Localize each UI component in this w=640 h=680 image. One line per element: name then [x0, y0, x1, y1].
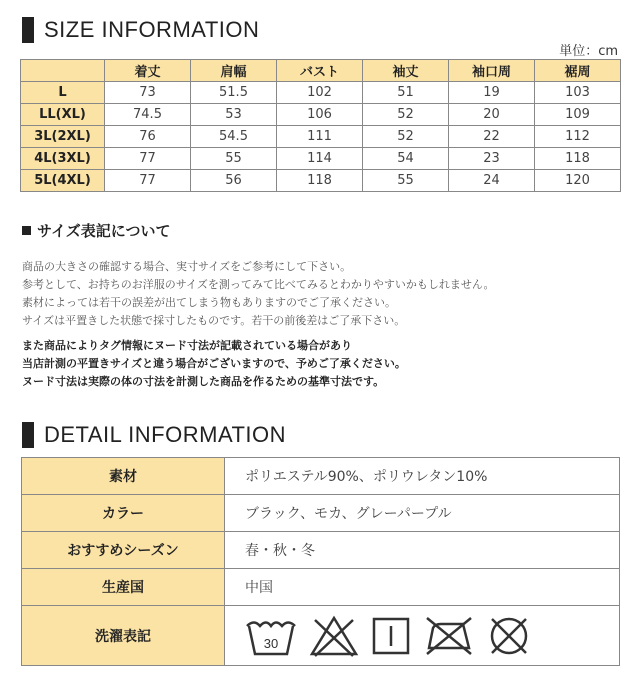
table-cell: 112 [535, 126, 621, 148]
table-cell: 103 [535, 82, 621, 104]
table-row [21, 104, 621, 126]
table-cell: 24 [449, 170, 535, 192]
column-header: 裾周 [535, 60, 621, 82]
size-section-title: SIZE INFORMATION [44, 17, 260, 42]
note-bold-line: ヌード寸法は実際の体の寸法を計測した商品を作るための基準寸法です。 [22, 375, 385, 388]
size-label: LL(XL) [21, 104, 105, 126]
detail-label: カラー [22, 495, 225, 532]
size-label: 4L(3XL) [21, 148, 105, 170]
table-cell: 118 [277, 170, 363, 192]
detail-section-header [22, 422, 286, 448]
table-cell: 54.5 [191, 126, 277, 148]
table-cell: 118 [535, 148, 621, 170]
table-cell: 77 [105, 170, 191, 192]
column-header: 袖丈 [363, 60, 449, 82]
table-cell: 55 [191, 148, 277, 170]
table-cell: 109 [535, 104, 621, 126]
square-bullet-icon [22, 226, 31, 235]
column-header [21, 60, 105, 82]
detail-row [22, 495, 620, 532]
table-row [21, 170, 621, 192]
table-cell: 53 [191, 104, 277, 126]
table-cell: 120 [535, 170, 621, 192]
wash-icons [245, 614, 618, 658]
note-line: 素材によっては若干の誤差が出てしまう物もありますのでご了承ください。 [22, 296, 396, 309]
table-cell: 51 [363, 82, 449, 104]
detail-label: 素材 [22, 458, 225, 495]
line-dry-icon [371, 616, 411, 656]
column-header: 肩幅 [191, 60, 277, 82]
wash-temp-label: 30 [263, 635, 279, 651]
table-cell: 56 [191, 170, 277, 192]
detail-section-title: DETAIL INFORMATION [44, 422, 287, 447]
detail-row [22, 532, 620, 569]
note-line: 参考として、お持ちのお洋服のサイズを測ってみて比べてみるとわかりやすいかもしれません。 [22, 278, 495, 291]
table-row [21, 148, 621, 170]
header-bar [22, 17, 34, 43]
table-cell: 77 [105, 148, 191, 170]
detail-table [21, 457, 620, 666]
detail-row [22, 606, 620, 666]
detail-label: おすすめシーズン [22, 532, 225, 569]
table-cell: 73 [105, 82, 191, 104]
table-cell: 114 [277, 148, 363, 170]
size-label: 3L(2XL) [21, 126, 105, 148]
notes-title-text: サイズ表記について [37, 222, 171, 240]
size-section-header [22, 17, 259, 43]
wash-icons-cell [225, 606, 620, 666]
table-cell: 102 [277, 82, 363, 104]
unit-label: 単位：cm [559, 44, 618, 59]
table-cell: 23 [449, 148, 535, 170]
table-cell: 52 [363, 104, 449, 126]
detail-row [22, 569, 620, 606]
note-bold-line: 当店計測の平置きサイズと違う場合がございますので、予めご了承ください。 [22, 357, 406, 370]
wash-30-icon [245, 614, 297, 658]
header-bar [22, 422, 34, 448]
table-cell: 111 [277, 126, 363, 148]
no-dry-clean-icon [487, 614, 531, 658]
size-label: L [21, 82, 105, 104]
table-cell: 52 [363, 126, 449, 148]
note-line: サイズは平置きした状態で採寸したものです。若干の前後差はご了承下さい。 [22, 314, 406, 327]
detail-value: 春・秋・冬 [225, 532, 620, 569]
size-table-header-row [21, 60, 621, 82]
table-cell: 19 [449, 82, 535, 104]
detail-value: ブラック、モカ、グレーパープル [225, 495, 620, 532]
note-line: 商品の大きさの確認する場合、実寸サイズをご参考にして下さい。 [22, 260, 352, 273]
note-bold-line: また商品によりタグ情報にヌード寸法が記載されている場合があり [22, 339, 352, 352]
detail-label: 生産国 [22, 569, 225, 606]
no-bleach-icon [309, 614, 359, 658]
low-iron-icon [423, 614, 475, 658]
table-cell: 55 [363, 170, 449, 192]
notes-title [22, 220, 171, 241]
table-cell: 20 [449, 104, 535, 126]
notes-text [22, 258, 495, 330]
size-label: 5L(4XL) [21, 170, 105, 192]
notes-bold-text [22, 337, 406, 391]
table-cell: 51.5 [191, 82, 277, 104]
table-cell: 74.5 [105, 104, 191, 126]
table-cell: 54 [363, 148, 449, 170]
table-cell: 76 [105, 126, 191, 148]
column-header: 着丈 [105, 60, 191, 82]
table-cell: 106 [277, 104, 363, 126]
column-header: 袖口周 [449, 60, 535, 82]
table-row [21, 82, 621, 104]
detail-value: 中国 [225, 569, 620, 606]
table-row [21, 126, 621, 148]
detail-label: 洗濯表記 [22, 606, 225, 666]
table-cell: 22 [449, 126, 535, 148]
size-table [20, 59, 621, 192]
detail-row [22, 458, 620, 495]
detail-value: ポリエステル90%、ポリウレタン10% [225, 458, 620, 495]
column-header: バスト [277, 60, 363, 82]
